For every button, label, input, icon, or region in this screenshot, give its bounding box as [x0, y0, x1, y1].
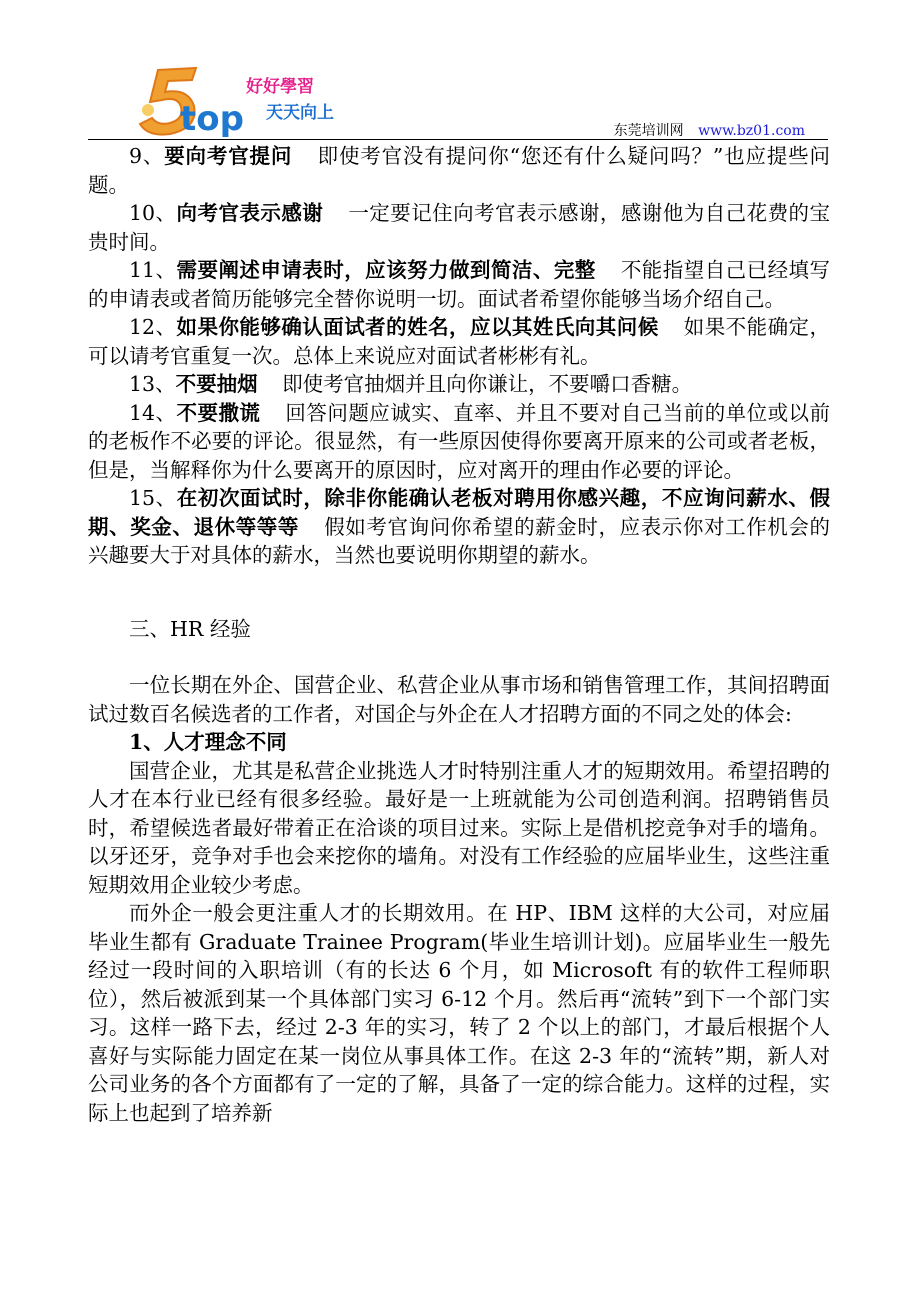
list-item: 15、在初次面试时，除非你能确认老板对聘用你感兴趣，不应询问薪水、假期、奖金、退休等等等 假如考官询问你希望的薪金时，应表示你对工作机会的兴趣要大于对具体的薪水，当然也要说明你期望的薪水。	[88, 486, 831, 567]
logo-top-text: top	[180, 99, 244, 138]
document-body	[88, 142, 830, 1127]
site-name: 东莞培训网	[613, 123, 684, 139]
5top-logo	[118, 62, 368, 138]
list-item: 14、不要撒谎 回答问题应诚实、直率、并且不要对自己当前的单位或以前的老板作不必要的评论。很显然，有一些原因使得你要离开原来的公司或者老板，但是，当解释你为什么要离开的原因时，应对离开的理由作必要的评论。	[88, 400, 831, 482]
page-header	[88, 62, 833, 140]
list-item: 11、需要阐述申请表时，应该努力做到简洁、完整 不能指望自己已经填写的申请表或者简历能够完全替你说明一切。面试者希望你能够当场介绍自己。	[88, 258, 831, 311]
list-item: 9、要向考官提问 即使考官没有提问你“您还有什么疑问吗？”也应提些问题。	[88, 144, 830, 197]
subheading: 1、人才理念不同	[129, 730, 287, 754]
logo-slogan-1: 好好學習	[246, 77, 314, 97]
logo-slogan-2: 天天向上	[266, 103, 334, 123]
list-item: 12、如果你能够确认面试者的姓名，应以其姓氏向其问候 如果不能确定，可以请考官重复一次。总体上来说应对面试者彬彬有礼。	[88, 315, 831, 368]
paragraph: 国营企业，尤其是私营企业挑选人才时特别注重人才的短期效用。希望招聘的人才在本行业已经有很多经验。最好是一上班就能为公司创造利润。招聘销售员时，希望候选者最好带着正在洽谈的项目过来。实际上是借机挖竞争对手的墙角。以牙还牙，竞争对手也会来挖你的墙角。对没有工作经验的应届毕业生，这些注重短期效用企业较少考虑。	[88, 758, 830, 897]
header-divider	[88, 139, 828, 140]
intro-paragraph: 一位长期在外企、国营企业、私营企业从事市场和销售管理工作，其间招聘面试过数百名候选者的工作者，对国企与外企在人才招聘方面的不同之处的体会:	[88, 673, 830, 726]
site-info	[614, 120, 805, 140]
site-url[interactable]: www.bz01.com	[698, 123, 805, 139]
list-item: 10、向考官表示感谢 一定要记住向考官表示感谢，感谢他为自己花费的宝贵时间。	[88, 201, 831, 254]
list-item: 13、不要抽烟 即使考官抽烟并且向你谦让，不要嚼口香糖。	[129, 372, 693, 396]
section-title: 三、HR 经验	[129, 616, 251, 641]
paragraph: 而外企一般会更注重人才的长期效用。在 HP、IBM 这样的大公司，对应届毕业生都有 Graduate Trainee Program(毕业生培训计划)。应届毕业生一般先经过一段时间的入职培训（有的长达 6 个月，如 Microsoft 有的软件工程师职位），然后被派到某一个具体部门实习 6-12 个月。然后再“流转”到下一个部门实习。这样一路下去，经过 2-3 年的实习，转了 2 个以上的部门，才最后根据个人喜好与实际能力固定在某一岗位从事具体工作。在这 2-3 年的“流转”期，新人对公司业务的各个方面都有了一定的了解，具备了一定的综合能力。这样的过程，实际上也起到了培养新	[88, 901, 830, 1125]
